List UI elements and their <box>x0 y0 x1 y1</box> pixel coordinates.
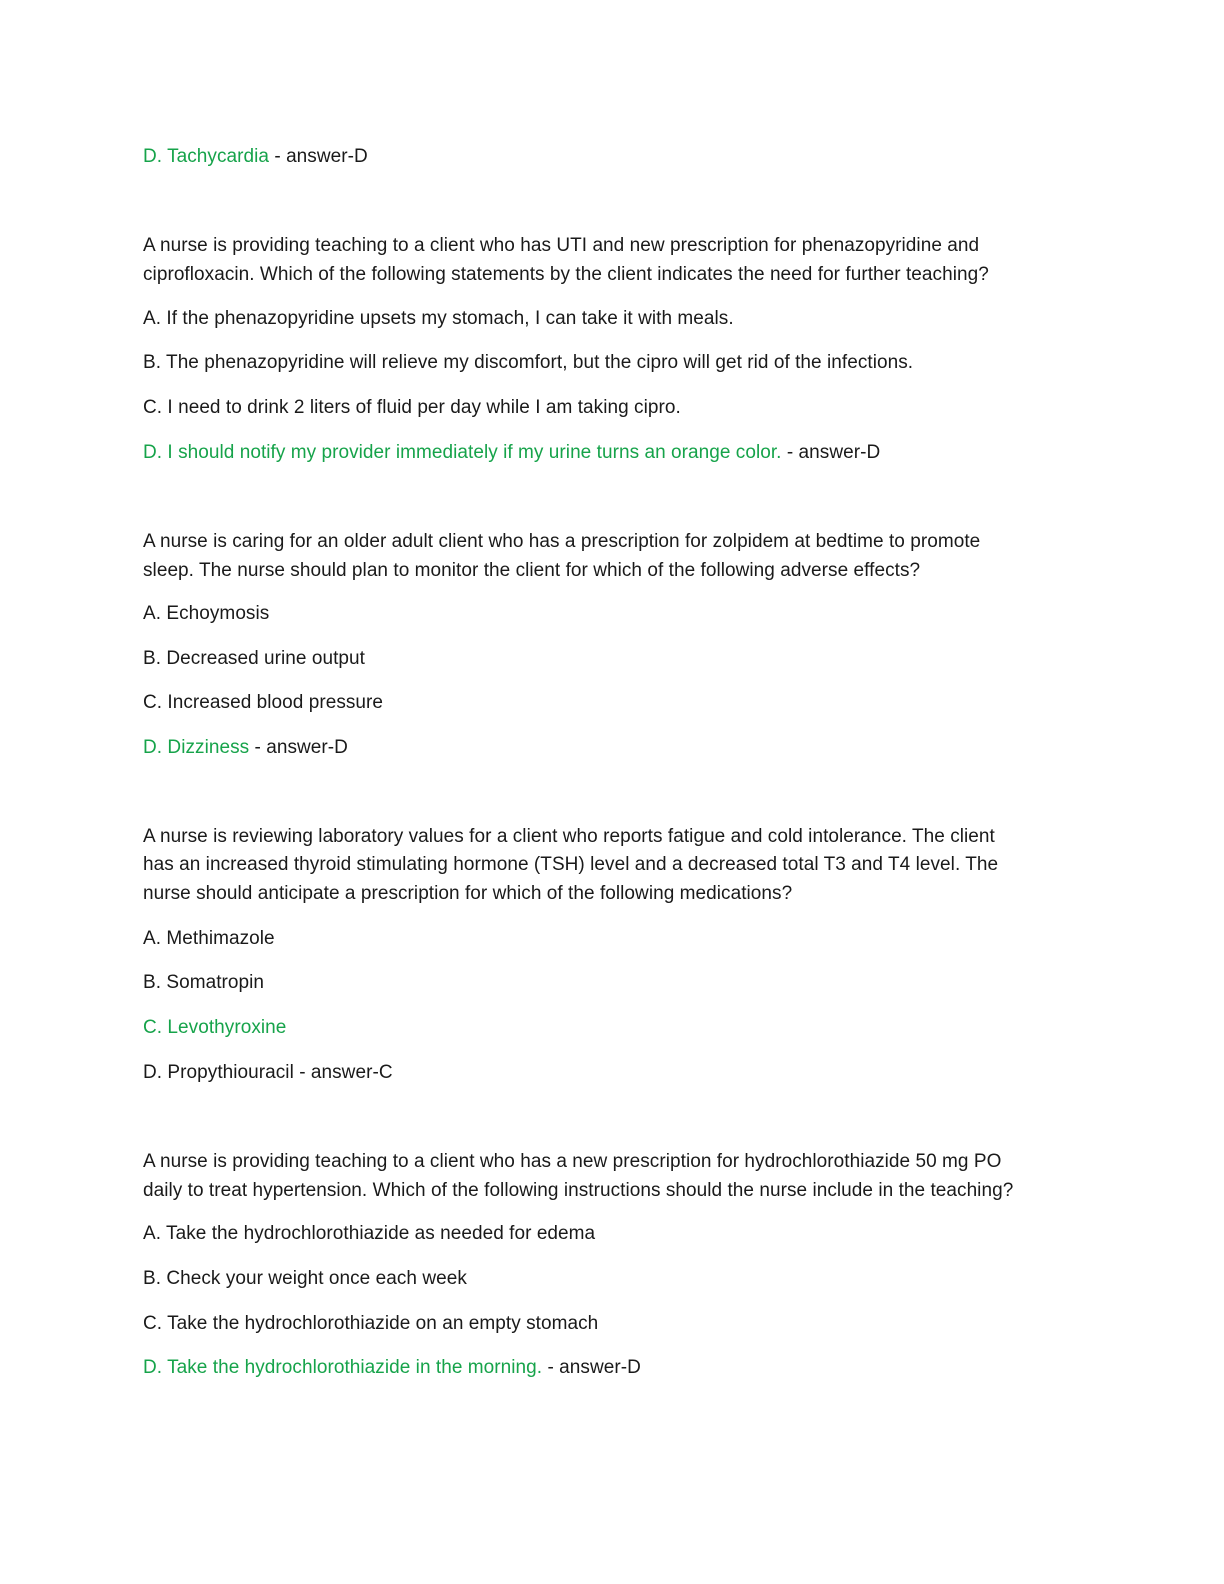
option-c: C. Take the hydrochlorothiazide on an empty stomach <box>143 1313 599 1334</box>
option-b: B. Decreased urine output <box>143 648 365 669</box>
answer-key: - answer-D <box>249 737 348 758</box>
option-c: C. I need to drink 2 liters of fluid per day while I am taking cipro. <box>143 397 681 418</box>
option-a: A. Methimazole <box>143 928 275 949</box>
correct-option: D. Dizziness <box>143 737 250 758</box>
question-stem: nurse should anticipate a prescription for which of the following medications? <box>143 883 793 904</box>
correct-option: D. I should notify my provider immediately if my urine turns an orange color. <box>143 442 782 463</box>
option-d: D. Propythiouracil <box>143 1062 294 1083</box>
answer-key: - answer-D <box>269 146 368 167</box>
correct-option: D. Tachycardia <box>143 146 270 167</box>
question-stem: A nurse is reviewing laboratory values for a client who reports fatigue and cold intolerance. The client <box>143 826 995 847</box>
question-stem: A nurse is providing teaching to a client who has a new prescription for hydrochlorothiazide 50 mg PO <box>143 1151 1002 1172</box>
question-stem: A nurse is caring for an older adult client who has a prescription for zolpidem at bedtime to promote <box>143 531 981 552</box>
option-a: A. Echoymosis <box>143 603 270 624</box>
question-stem: sleep. The nurse should plan to monitor the client for which of the following adverse effects? <box>143 560 921 581</box>
answer-key: - answer-D <box>781 442 881 463</box>
correct-option: D. Take the hydrochlorothiazide in the morning. <box>143 1357 543 1378</box>
answer-key: - answer-D <box>542 1357 641 1378</box>
option-c: C. Increased blood pressure <box>143 692 384 713</box>
answer-line <box>143 143 368 171</box>
answer-line <box>143 734 348 762</box>
option-a: A. If the phenazopyridine upsets my stomach, I can take it with meals. <box>143 308 734 329</box>
option-b: B. Somatropin <box>143 972 265 993</box>
question-stem: daily to treat hypertension. Which of the following instructions should the nurse include in the teaching? <box>143 1180 1014 1201</box>
answer-line <box>143 439 880 467</box>
option-b: B. Check your weight once each week <box>143 1268 467 1289</box>
option-b: B. The phenazopyridine will relieve my discomfort, but the cipro will get rid of the infections. <box>143 352 914 373</box>
question-stem: has an increased thyroid stimulating hormone (TSH) level and a decreased total T3 and T4 level. The <box>143 854 999 875</box>
answer-line <box>143 1354 641 1382</box>
question-stem: A nurse is providing teaching to a client who has UTI and new prescription for phenazopyridine and <box>143 235 980 256</box>
answer-key: - answer-C <box>293 1062 393 1083</box>
correct-option: C. Levothyroxine <box>143 1017 287 1038</box>
question-stem: ciprofloxacin. Which of the following statements by the client indicates the need for further teaching? <box>143 264 989 285</box>
answer-line <box>143 1059 393 1087</box>
option-a: A. Take the hydrochlorothiazide as needed for edema <box>143 1223 596 1244</box>
